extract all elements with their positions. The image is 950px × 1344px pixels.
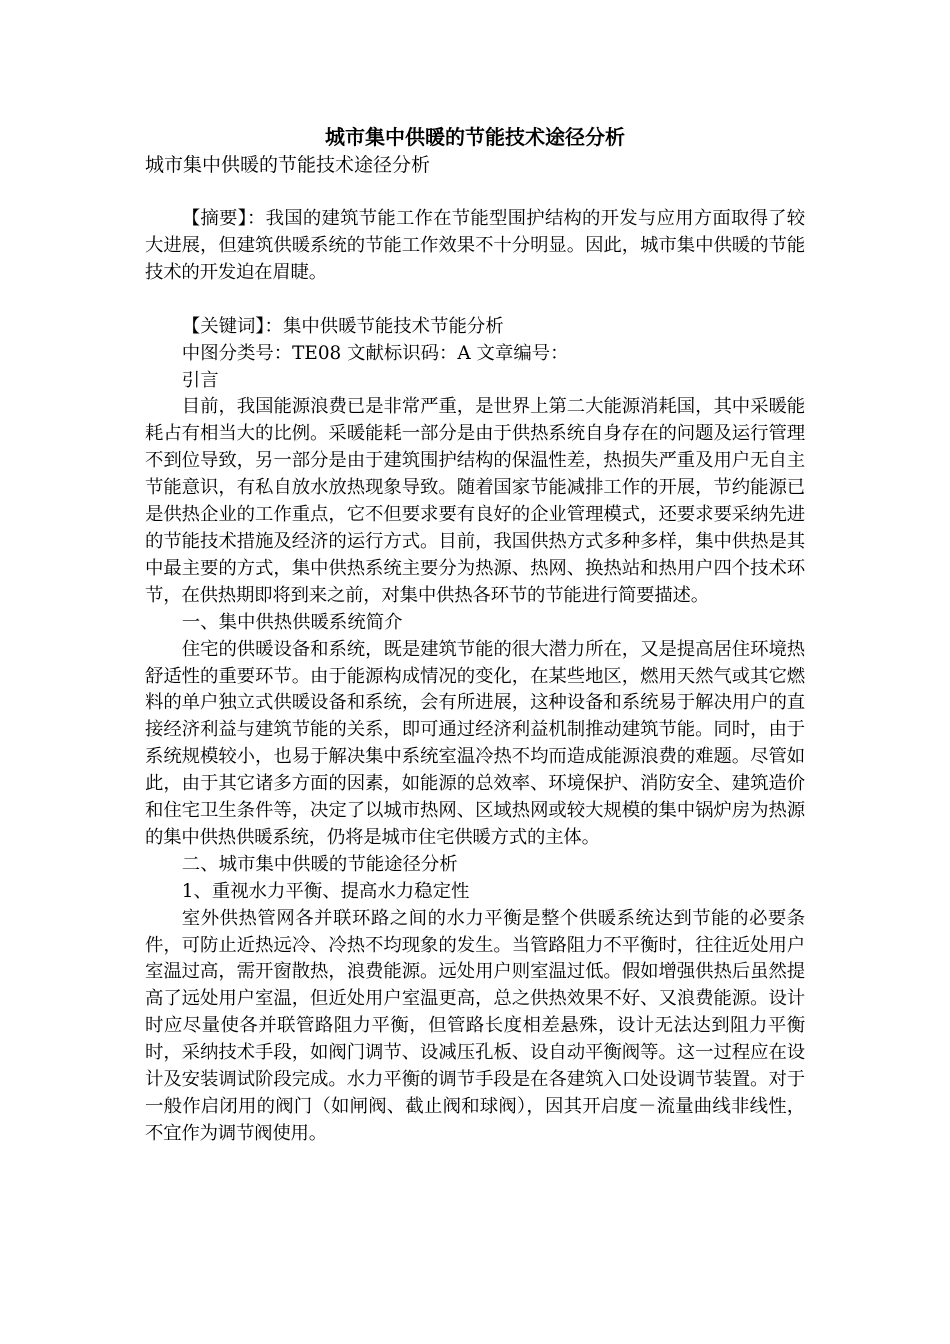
abstract-paragraph: 【摘要】：我国的建筑节能工作在节能型围护结构的开发与应用方面取得了较大进展，但建筑供暖系统的节能工作效果不十分明显。因此，城市集中供暖的节能技术的开发迫在眉睫。: [145, 208, 805, 283]
intro-paragraph: 目前，我国能源浪费已是非常严重，是世界上第二大能源消耗国，其中采暖能耗占有相当大的比例。采暖能耗一部分是由于供热系统自身存在的问题及运行管理不到位导致，另一部分是由于建筑围护结构的保温性差，热损失严重及用户无自主节能意识，有私自放水放热现象导致。随着国家节能减排工作的开展，节约能源已是供热企业的工作重点，它不但要求要有良好的企业管理模式，还要求要采纳先进的节能技术措施及经济的运行方式。目前，我国供热方式多种多样，集中供热是其中最主要的方式，集中供热系统主要分为热源、热网、换热站和热用户四个技术环节，在供热期即将到来之前，对集中供热各环节的节能进行简要描述。: [145, 396, 805, 606]
classification-line: 中图分类号：TE08 文献标识码：A 文章编号：: [181, 342, 569, 364]
spacer: [145, 287, 805, 314]
section1-paragraph: 住宅的供暖设备和系统，既是建筑节能的很大潜力所在，又是提高居住环境热舒适性的重要环节。由于能源构成情况的变化，在某些地区，燃用天然气或其它燃料的单户独立式供暖设备和系统，会有所进展，这种设备和系统易于解决用户的直接经济利益与建筑节能的关系，即可通过经济利益机制推动建筑节能。同时，由于系统规模较小，也易于解决集中系统室温冷热不均而造成能源浪费的难题。尽管如此，由于其它诸多方面的因素，如能源的总效率、环境保护、消防安全、建筑造价和住宅卫生条件等，决定了以城市热网、区域热网或较大规模的集中锅炉房为热源的集中供热供暖系统，仍将是城市住宅供暖方式的主体。: [145, 638, 805, 848]
section2-heading: 二、城市集中供暖的节能途径分析: [181, 853, 458, 875]
section1-heading: 一、集中供热供暖系统简介: [181, 611, 403, 633]
section2-1-paragraph: 室外供热管网各并联环路之间的水力平衡是整个供暖系统达到节能的必要条件，可防止近热远冷、冷热不均现象的发生。当管路阻力不平衡时，往往近处用户室温过高，需开窗散热，浪费能源。远处用户则室温过低。假如增强供热后虽然提高了远处用户室温，但近处用户室温更高，总之供热效果不好、又浪费能源。设计时应尽量使各并联管路阻力平衡，但管路长度相差悬殊，设计无法达到阻力平衡时，采纳技术手段，如阀门调节、设减压孔板、设自动平衡阀等。这一过程应在设计及安装调试阶段完成。水力平衡的调节手段是在各建筑入口处设调节装置。对于一般作启闭用的阀门（如闸阀、截止阀和球阀），因其开启度－流量曲线非线性，不宜作为调节阀使用。: [145, 907, 805, 1144]
spacer: [145, 179, 805, 206]
keywords-line: 【关键词】：集中供暖节能技术节能分析: [181, 315, 504, 337]
document-page: [145, 122, 805, 1148]
document-title: 城市集中供暖的节能技术途径分析: [325, 125, 625, 149]
document-subtitle: 城市集中供暖的节能技术途径分析: [145, 154, 431, 176]
section2-1-heading: 1、重视水力平衡、提高水力稳定性: [181, 880, 470, 902]
intro-heading: 引言: [181, 369, 219, 391]
